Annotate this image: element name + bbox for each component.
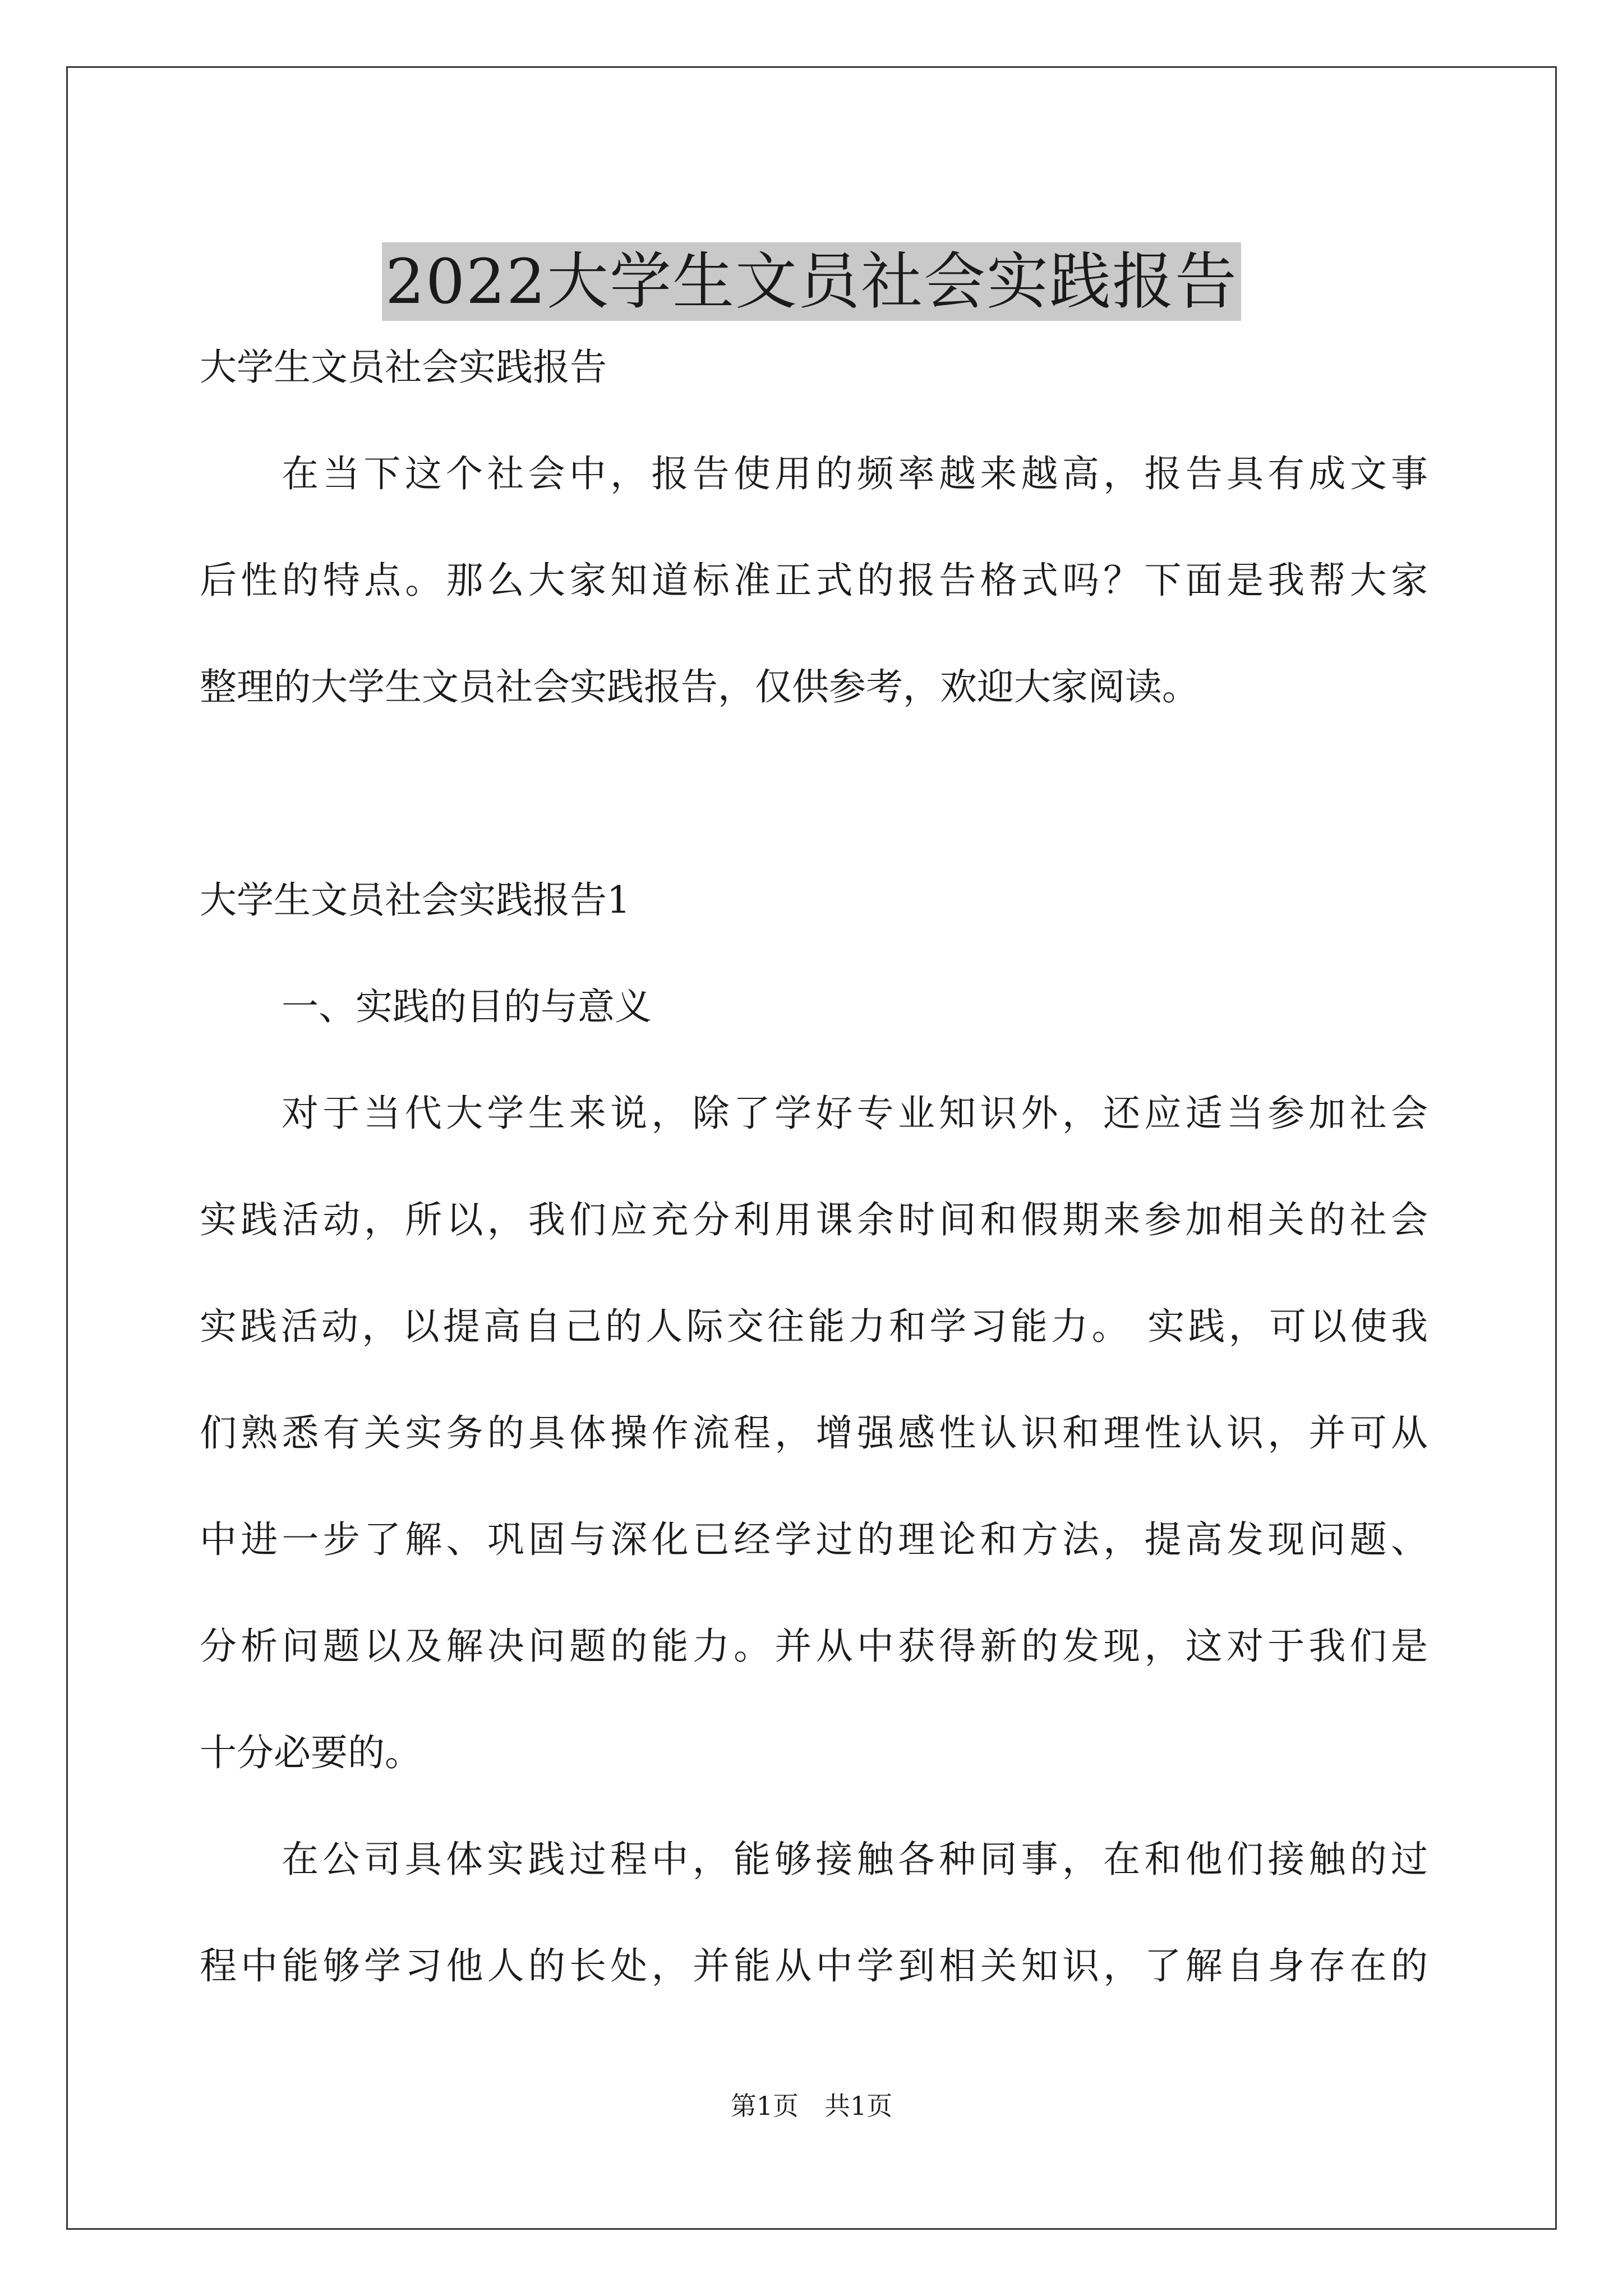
document-subtitle: 大学生文员社会实践报告 [200,346,607,389]
section-heading: 一、实践的目的与意义 [282,985,652,1028]
intro-line: 后性的特点。那么大家知道标准正式的报告格式吗？下面是我帮大家 [200,559,1428,602]
paragraph-line: 程中能够学习他人的长处，并能从中学到相关知识，了解自身存在的 [200,1944,1428,1987]
paragraph-line: 十分必要的。 [200,1731,422,1774]
intro-line: 整理的大学生文员社会实践报告，仅供参考，欢迎大家阅读。 [200,665,1199,708]
intro-line: 在当下这个社会中，报告使用的频率越来越高，报告具有成文事 [282,452,1428,495]
document-body [200,314,1428,2019]
paragraph-line: 在公司具体实践过程中，能够接触各种同事，在和他们接触的过 [282,1838,1428,1881]
section-title: 大学生文员社会实践报告1 [200,878,630,922]
paragraph-line: 中进一步了解、巩固与深化已经学过的理论和方法，提高发现问题、 [200,1518,1428,1561]
paragraph-line: 们熟悉有关实务的具体操作流程，增强感性认识和理性认识，并可从 [200,1411,1428,1455]
paragraph-line: 分析问题以及解决问题的能力。并从中获得新的发现，这对于我们是 [200,1625,1428,1668]
paragraph-line: 实践活动，所以，我们应充分利用课余时间和假期来参加相关的社会 [200,1198,1428,1241]
paragraph-line: 对于当代大学生来说，除了学好专业知识外，还应适当参加社会 [282,1092,1428,1135]
document-title: 2022大学生文员社会实践报告 [382,242,1241,321]
paragraph-gap [200,740,1428,847]
page-footer: 第1页 共1页 [730,2091,893,2121]
paragraph-line: 实践活动，以提高自己的人际交往能力和学习能力。 实践，可以使我 [200,1305,1428,1348]
